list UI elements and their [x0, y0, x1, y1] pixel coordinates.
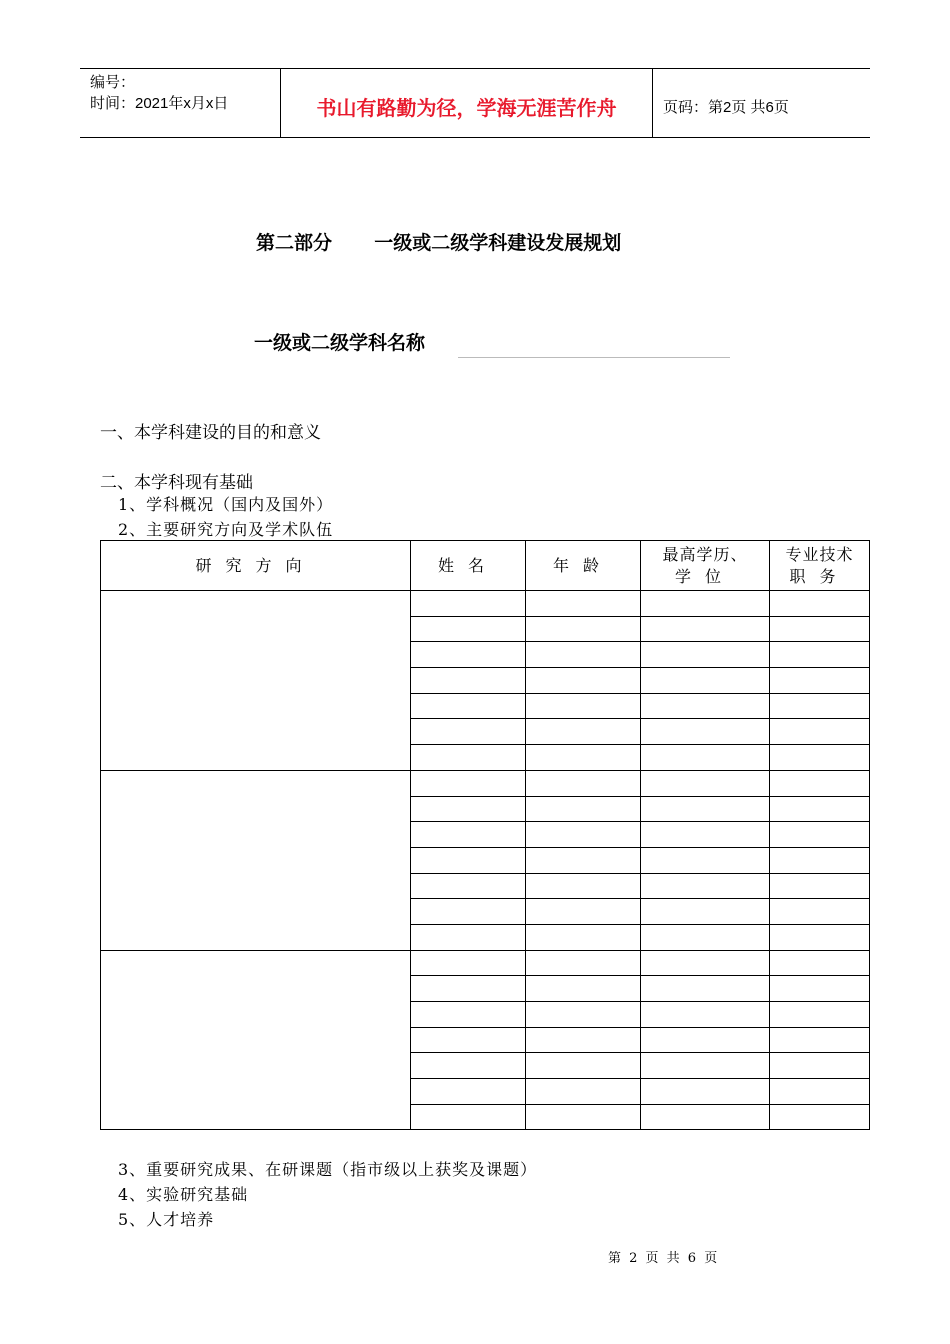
- name-cell[interactable]: [411, 822, 526, 848]
- degree-cell[interactable]: [641, 950, 770, 976]
- name-cell[interactable]: [411, 976, 526, 1002]
- name-cell[interactable]: [411, 693, 526, 719]
- item-1: 1、学科概况（国内及国外）: [118, 495, 334, 514]
- degree-cell[interactable]: [641, 873, 770, 899]
- degree-cell[interactable]: [641, 899, 770, 925]
- research-direction-cell[interactable]: [101, 591, 411, 771]
- age-cell[interactable]: [526, 899, 641, 925]
- item-5: 5、人才培养: [118, 1210, 215, 1229]
- age-cell[interactable]: [526, 924, 641, 950]
- age-cell[interactable]: [526, 719, 641, 745]
- degree-cell[interactable]: [641, 822, 770, 848]
- title-cell[interactable]: [770, 693, 870, 719]
- title-cell[interactable]: [770, 924, 870, 950]
- degree-cell[interactable]: [641, 847, 770, 873]
- name-cell[interactable]: [411, 847, 526, 873]
- degree-cell[interactable]: [641, 719, 770, 745]
- name-cell[interactable]: [411, 1027, 526, 1053]
- title-cell[interactable]: [770, 1002, 870, 1028]
- name-cell[interactable]: [411, 1104, 526, 1130]
- age-cell[interactable]: [526, 950, 641, 976]
- header-name: 姓名: [411, 541, 526, 591]
- name-cell[interactable]: [411, 1079, 526, 1105]
- title-cell[interactable]: [770, 591, 870, 617]
- degree-cell[interactable]: [641, 1002, 770, 1028]
- age-cell[interactable]: [526, 1002, 641, 1028]
- title-cell[interactable]: [770, 1104, 870, 1130]
- title-cell[interactable]: [770, 847, 870, 873]
- header-meta: [80, 69, 281, 137]
- title-cell[interactable]: [770, 668, 870, 694]
- title-cell[interactable]: [770, 719, 870, 745]
- table-row: [101, 770, 870, 796]
- header-degree: 最高学历、 学位: [641, 541, 770, 591]
- age-cell[interactable]: [526, 1027, 641, 1053]
- age-cell[interactable]: [526, 1104, 641, 1130]
- title-cell[interactable]: [770, 1027, 870, 1053]
- name-cell[interactable]: [411, 1053, 526, 1079]
- age-cell[interactable]: [526, 745, 641, 771]
- name-cell[interactable]: [411, 745, 526, 771]
- page-header: [80, 68, 870, 138]
- degree-cell[interactable]: [641, 745, 770, 771]
- title-cell[interactable]: [770, 976, 870, 1002]
- name-cell[interactable]: [411, 642, 526, 668]
- age-cell[interactable]: [526, 976, 641, 1002]
- degree-cell[interactable]: [641, 924, 770, 950]
- title-cell[interactable]: [770, 770, 870, 796]
- header-motto: 书山有路勤为径，学海无涯苦作舟: [281, 69, 653, 137]
- degree-cell[interactable]: [641, 591, 770, 617]
- age-cell[interactable]: [526, 1053, 641, 1079]
- name-cell[interactable]: [411, 950, 526, 976]
- section-2-heading: 二、本学科现有基础: [100, 473, 253, 492]
- degree-cell[interactable]: [641, 770, 770, 796]
- age-cell[interactable]: [526, 770, 641, 796]
- name-cell[interactable]: [411, 1002, 526, 1028]
- title-cell[interactable]: [770, 745, 870, 771]
- header-number: 编号：: [90, 74, 136, 91]
- section-1-heading: 一、本学科建设的目的和意义: [100, 423, 321, 442]
- name-cell[interactable]: [411, 770, 526, 796]
- header-research-direction: 研究方向: [101, 541, 411, 591]
- table-header-row: [101, 541, 870, 591]
- name-cell[interactable]: [411, 796, 526, 822]
- degree-cell[interactable]: [641, 796, 770, 822]
- discipline-name-label: 一级或二级学科名称: [254, 333, 426, 354]
- research-direction-cell[interactable]: [101, 950, 411, 1130]
- name-cell[interactable]: [411, 616, 526, 642]
- age-cell[interactable]: [526, 822, 641, 848]
- degree-cell[interactable]: [641, 1104, 770, 1130]
- degree-cell[interactable]: [641, 693, 770, 719]
- age-cell[interactable]: [526, 847, 641, 873]
- research-direction-cell[interactable]: [101, 770, 411, 950]
- page-footer: 第 2 页 共 6 页: [608, 1251, 718, 1266]
- research-team-table: [100, 540, 870, 1130]
- age-cell[interactable]: [526, 796, 641, 822]
- title-cell[interactable]: [770, 616, 870, 642]
- header-age: 年龄: [526, 541, 641, 591]
- title-cell[interactable]: [770, 642, 870, 668]
- title-cell[interactable]: [770, 796, 870, 822]
- degree-cell[interactable]: [641, 1053, 770, 1079]
- title-cell[interactable]: [770, 1053, 870, 1079]
- age-cell[interactable]: [526, 873, 641, 899]
- title-cell[interactable]: [770, 822, 870, 848]
- title-cell[interactable]: [770, 899, 870, 925]
- degree-cell[interactable]: [641, 1079, 770, 1105]
- header-page-info: 页码：第2页 共6页: [663, 98, 789, 116]
- title-cell[interactable]: [770, 873, 870, 899]
- age-cell[interactable]: [526, 591, 641, 617]
- item-3: 3、重要研究成果、在研课题（指市级以上获奖及课题）: [118, 1160, 538, 1179]
- age-cell[interactable]: [526, 616, 641, 642]
- title-cell[interactable]: [770, 1079, 870, 1105]
- item-2: 2、主要研究方向及学术队伍: [118, 520, 334, 539]
- table-row: [101, 591, 870, 617]
- age-cell[interactable]: [526, 668, 641, 694]
- degree-cell[interactable]: [641, 976, 770, 1002]
- age-cell[interactable]: [526, 693, 641, 719]
- name-cell[interactable]: [411, 899, 526, 925]
- name-cell[interactable]: [411, 591, 526, 617]
- age-cell[interactable]: [526, 1079, 641, 1105]
- name-cell[interactable]: [411, 719, 526, 745]
- name-cell[interactable]: [411, 668, 526, 694]
- age-cell[interactable]: [526, 642, 641, 668]
- name-cell[interactable]: [411, 873, 526, 899]
- table-row: [101, 950, 870, 976]
- item-4: 4、实验研究基础: [118, 1185, 249, 1204]
- degree-cell[interactable]: [641, 1027, 770, 1053]
- name-cell[interactable]: [411, 924, 526, 950]
- header-professional-title: 专业技术 职务: [770, 541, 870, 591]
- degree-cell[interactable]: [641, 668, 770, 694]
- page-title: 第二部分 一级或二级学科建设发展规划: [256, 233, 622, 254]
- title-cell[interactable]: [770, 950, 870, 976]
- degree-cell[interactable]: [641, 642, 770, 668]
- degree-cell[interactable]: [641, 616, 770, 642]
- header-time: 时间：2021年x月x日: [90, 95, 229, 112]
- discipline-name-field[interactable]: [458, 357, 730, 358]
